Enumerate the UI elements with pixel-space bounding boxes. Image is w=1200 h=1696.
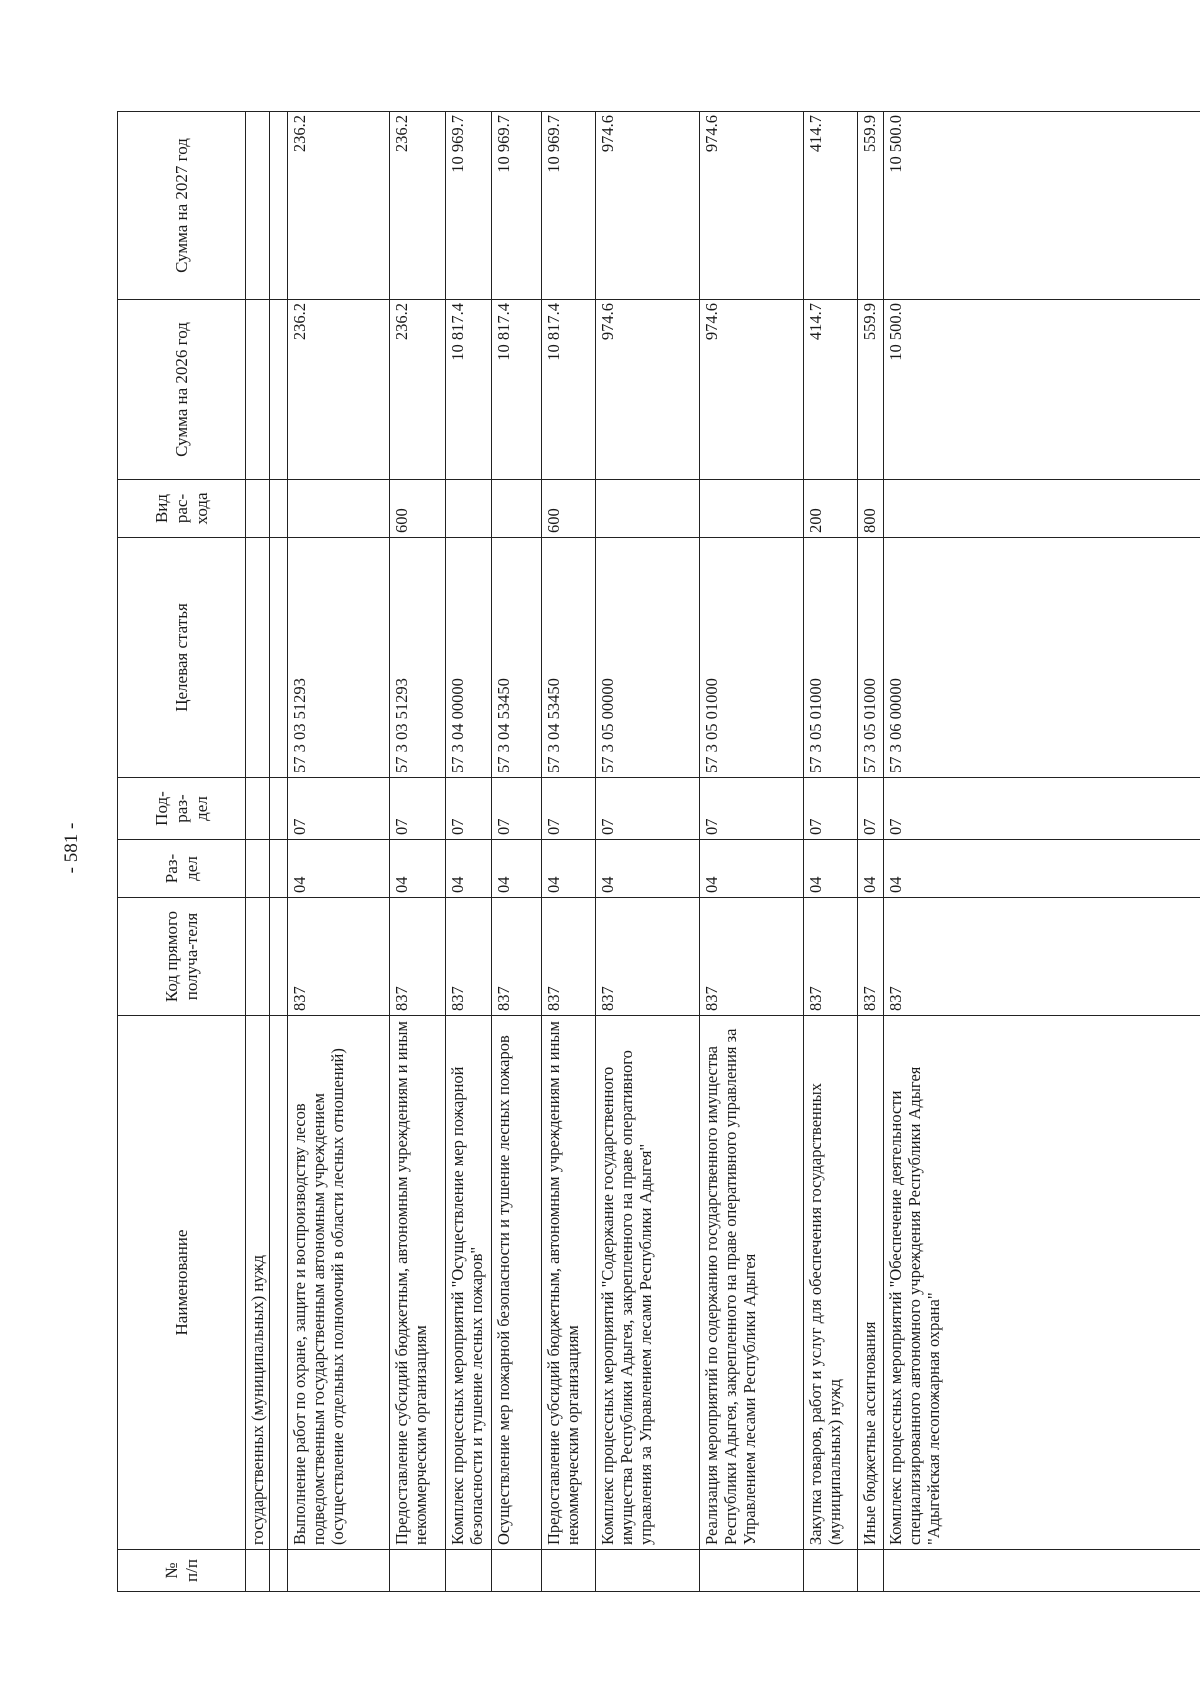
table-spacer-row <box>270 112 288 1592</box>
cell-sum-2026: 974.6 <box>700 300 804 480</box>
cell-section: 04 <box>858 840 884 898</box>
cell-target: 57 3 03 51293 <box>288 538 390 778</box>
cell-code: 837 <box>288 898 390 1016</box>
table-row <box>492 112 542 1592</box>
header-expense-type: Вид рас-хода <box>118 480 246 538</box>
cell-target <box>246 538 270 778</box>
cell-expense-type <box>492 480 542 538</box>
cell-target: 57 3 06 00000 <box>884 538 1200 778</box>
cell-sum-2026: 10 817.4 <box>542 300 596 480</box>
table-header-row <box>118 112 246 1592</box>
cell-subsection <box>246 778 270 840</box>
cell-sum-2026: 414.7 <box>804 300 858 480</box>
cell-code: 837 <box>700 898 804 1016</box>
budget-table-wrapper <box>117 112 1200 1592</box>
cell-sum-2026: 236.2 <box>390 300 446 480</box>
table-row <box>446 112 492 1592</box>
cell-target: 57 3 04 00000 <box>446 538 492 778</box>
cell-name: государственных (муниципальных) нужд <box>246 1016 270 1550</box>
table-row <box>390 112 446 1592</box>
cell-section: 04 <box>446 840 492 898</box>
header-subsection: Под-раз-дел <box>118 778 246 840</box>
cell-subsection: 07 <box>492 778 542 840</box>
cell-num <box>858 1550 884 1592</box>
cell-sum-2026: 559.9 <box>858 300 884 480</box>
cell-num <box>246 1550 270 1592</box>
cell-sum-2027: 236.2 <box>390 112 446 300</box>
cell-section <box>246 840 270 898</box>
cell-num <box>390 1550 446 1592</box>
table-row <box>542 112 596 1592</box>
cell-name: Выполнение работ по охране, защите и воспроизводству лесов подведомственным государственным автономным учреждением (осуществление отдельных полномочий в области лесных отношений) <box>288 1016 390 1550</box>
cell-code: 837 <box>596 898 700 1016</box>
cell-sum-2027: 974.6 <box>700 112 804 300</box>
cell-name: Предоставление субсидий бюджетным, автономным учреждениям и иным некоммерческим организациям <box>542 1016 596 1550</box>
table-row <box>858 112 884 1592</box>
header-section: Раз-дел <box>118 840 246 898</box>
page-number: - 581 - <box>61 822 82 874</box>
cell-section: 04 <box>700 840 804 898</box>
cell-sum-2027: 10 500.0 <box>884 112 1200 300</box>
cell-subsection: 07 <box>446 778 492 840</box>
cell-target: 57 3 05 01000 <box>700 538 804 778</box>
cell-sum-2027 <box>246 112 270 300</box>
cell-target: 57 3 05 01000 <box>804 538 858 778</box>
cell-code <box>246 898 270 1016</box>
cell-target: 57 3 04 53450 <box>492 538 542 778</box>
cell-subsection: 07 <box>390 778 446 840</box>
cell-code: 837 <box>542 898 596 1016</box>
cell-name: Осуществление мер пожарной безопасности и тушение лесных пожаров <box>492 1016 542 1550</box>
header-sum-2026: Сумма на 2026 год <box>118 300 246 480</box>
cell-num <box>446 1550 492 1592</box>
cell-subsection: 07 <box>700 778 804 840</box>
cell-num <box>804 1550 858 1592</box>
cell-section: 04 <box>390 840 446 898</box>
cell-name: Комплекс процессных мероприятий "Осуществление мер пожарной безопасности и тушение лесных пожаров" <box>446 1016 492 1550</box>
cell-expense-type <box>596 480 700 538</box>
cell-name: Предоставление субсидий бюджетным, автономным учреждениям и иным некоммерческим организациям <box>390 1016 446 1550</box>
cell-expense-type <box>700 480 804 538</box>
cell-target: 57 3 05 00000 <box>596 538 700 778</box>
cell-section: 04 <box>804 840 858 898</box>
cell-sum-2026: 974.6 <box>596 300 700 480</box>
cell-expense-type: 800 <box>858 480 884 538</box>
cell-code: 837 <box>446 898 492 1016</box>
cell-sum-2027: 559.9 <box>858 112 884 300</box>
cell-name: Закупка товаров, работ и услуг для обеспечения государственных (муниципальных) нужд <box>804 1016 858 1550</box>
cell-expense-type: 600 <box>390 480 446 538</box>
cell-num <box>492 1550 542 1592</box>
cell-sum-2027: 10 969.7 <box>446 112 492 300</box>
table-row <box>596 112 700 1592</box>
cell-sum-2027: 10 969.7 <box>542 112 596 300</box>
cell-num <box>288 1550 390 1592</box>
header-num: № п/п <box>118 1550 246 1592</box>
cell-num <box>542 1550 596 1592</box>
header-name: Наименование <box>118 1016 246 1550</box>
cell-sum-2027: 414.7 <box>804 112 858 300</box>
header-code: Код прямого получа-теля <box>118 898 246 1016</box>
cell-sum-2026: 10 500.0 <box>884 300 1200 480</box>
cell-sum-2026: 236.2 <box>288 300 390 480</box>
cell-name: Комплекс процессных мероприятий "Содержание государственного имущества Республики Адыгея, закрепленного на праве оперативного управления за Управлением лесами Республики Адыгея" <box>596 1016 700 1550</box>
cell-subsection: 07 <box>596 778 700 840</box>
cell-target: 57 3 03 51293 <box>390 538 446 778</box>
cell-subsection: 07 <box>884 778 1200 840</box>
cell-num <box>700 1550 804 1592</box>
cell-code: 837 <box>492 898 542 1016</box>
cell-expense-type <box>884 480 1200 538</box>
cell-code: 837 <box>884 898 1200 1016</box>
cell-section: 04 <box>884 840 1200 898</box>
header-target: Целевая статья <box>118 538 246 778</box>
cell-sum-2027: 10 969.7 <box>492 112 542 300</box>
cell-section: 04 <box>288 840 390 898</box>
table-row <box>700 112 804 1592</box>
cell-expense-type: 200 <box>804 480 858 538</box>
cell-section: 04 <box>596 840 700 898</box>
cell-expense-type: 600 <box>542 480 596 538</box>
cell-sum-2027: 974.6 <box>596 112 700 300</box>
cell-target: 57 3 04 53450 <box>542 538 596 778</box>
cell-expense-type <box>288 480 390 538</box>
cell-subsection: 07 <box>288 778 390 840</box>
cell-subsection: 07 <box>542 778 596 840</box>
header-sum-2027: Сумма на 2027 год <box>118 112 246 300</box>
cell-target: 57 3 05 01000 <box>858 538 884 778</box>
cell-expense-type <box>446 480 492 538</box>
table-row <box>804 112 858 1592</box>
cell-name: Реализация мероприятий по содержанию государственного имущества Республики Адыгея, закрепленного на праве оперативного управления за Управлением лесами Республики Адыгея <box>700 1016 804 1550</box>
cell-code: 837 <box>858 898 884 1016</box>
cell-section: 04 <box>492 840 542 898</box>
cell-num <box>884 1550 1200 1592</box>
budget-table <box>117 111 1200 1592</box>
cell-sum-2027: 236.2 <box>288 112 390 300</box>
cell-sum-2026: 10 817.4 <box>492 300 542 480</box>
cell-subsection: 07 <box>858 778 884 840</box>
cell-name: Комплекс процессных мероприятий "Обеспечение деятельности специализированного автономного учреждения Республики Адыгея "Адыгейская лесопожарная охрана" <box>884 1016 1200 1550</box>
cell-name: Иные бюджетные ассигнования <box>858 1016 884 1550</box>
cell-num <box>596 1550 700 1592</box>
cell-code: 837 <box>804 898 858 1016</box>
table-row <box>246 112 270 1592</box>
table-row <box>288 112 390 1592</box>
cell-subsection: 07 <box>804 778 858 840</box>
table-row <box>884 112 1200 1592</box>
cell-sum-2026 <box>246 300 270 480</box>
cell-sum-2026: 10 817.4 <box>446 300 492 480</box>
cell-section: 04 <box>542 840 596 898</box>
cell-code: 837 <box>390 898 446 1016</box>
cell-expense-type <box>246 480 270 538</box>
